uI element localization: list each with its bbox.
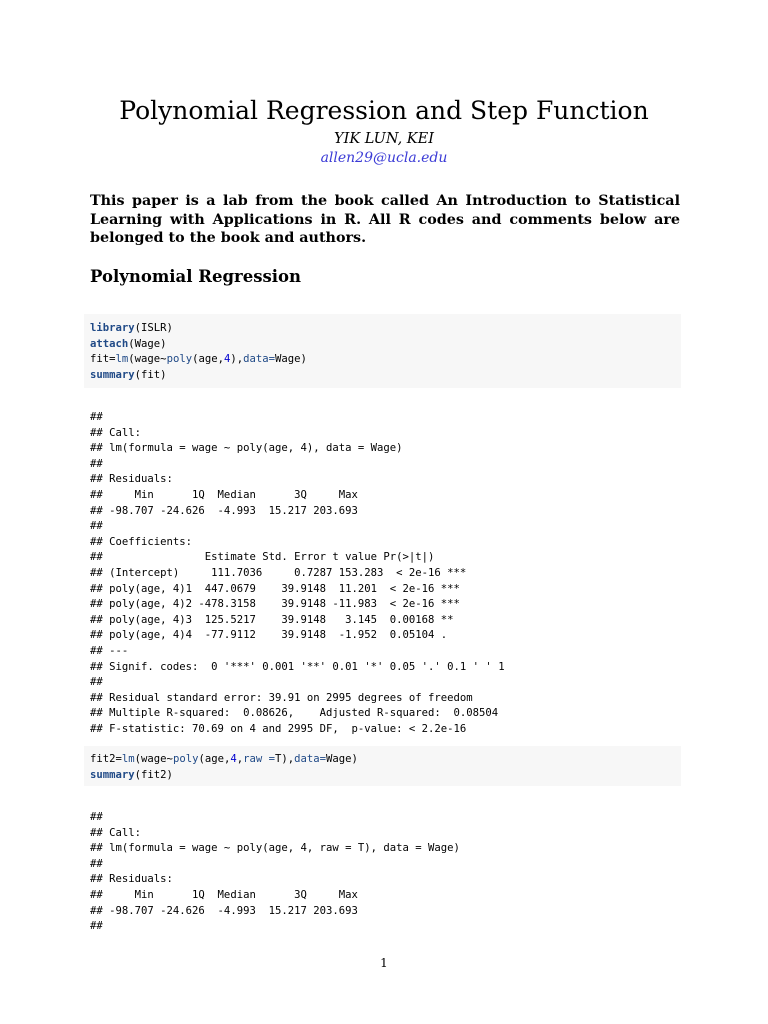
output-line: ## (Intercept) 111.7036 0.7287 153.283 < 2e-16 *** xyxy=(90,566,467,579)
code-block-1 xyxy=(84,314,681,388)
output-line: ## Multiple R-squared: 0.08626, Adjusted R-squared: 0.08504 xyxy=(90,707,499,720)
code-text: (age, xyxy=(198,753,231,765)
output-line: ## F-statistic: 70.69 on 4 and 2995 DF, p-value: < 2.2e-16 xyxy=(90,722,467,735)
output-line: ## Residual standard error: 39.91 on 2995 degrees of freedom xyxy=(90,691,473,704)
section-heading-polynomial-regression: Polynomial Regression xyxy=(90,267,302,286)
output-line: ## --- xyxy=(90,644,129,657)
code-text: (fit) xyxy=(134,368,167,381)
code-text: ), xyxy=(230,353,244,366)
output-line: ## xyxy=(90,457,103,470)
abstract-text: This paper is a lab from the book called An Introduction to Statistical Learning with Applications in R. All R codes and comments below are belonged to the book and authors. xyxy=(90,193,680,247)
output-line: ## xyxy=(90,811,103,823)
output-line: ## Signif. codes: 0 '***' 0.001 '**' 0.01 '*' 0.05 '.' 0.1 ' ' 1 xyxy=(90,660,505,673)
code-text: , xyxy=(236,753,244,765)
output-line: ## Call: xyxy=(90,826,142,839)
output-line: ## poly(age, 4)2 -478.3158 39.9148 -11.983 < 2e-16 *** xyxy=(90,598,460,611)
paper-title: Polynomial Regression and Step Function xyxy=(119,96,649,125)
page-number: 1 xyxy=(380,956,388,970)
code-line-3 xyxy=(90,352,675,368)
code-function: summary xyxy=(90,368,135,381)
code-function: poly xyxy=(166,353,193,366)
email-link[interactable]: allen29@ucla.edu xyxy=(320,150,448,166)
output-line: ## Min 1Q Median 3Q Max xyxy=(90,888,358,901)
code-block-2 xyxy=(84,746,681,786)
code-function: summary xyxy=(90,768,135,781)
code-function: lm xyxy=(121,753,135,765)
code-argument: data= xyxy=(294,753,327,765)
code-argument: raw = xyxy=(243,753,276,765)
output-line: ## -98.707 -24.626 -4.993 15.217 203.693 xyxy=(90,904,358,917)
code-number: 4 xyxy=(223,353,231,366)
output-line: ## xyxy=(90,920,103,933)
code-text: fit= xyxy=(90,353,116,366)
code-line-2 xyxy=(90,768,675,784)
output-line: ## Call: xyxy=(90,426,142,439)
output-line: ## lm(formula = wage ~ poly(age, 4), data = Wage) xyxy=(90,442,403,455)
code-text: (Wage) xyxy=(128,337,167,350)
output-line: ## -98.707 -24.626 -4.993 15.217 203.693 xyxy=(90,504,358,517)
code-line-1 xyxy=(90,752,675,768)
code-text: (age, xyxy=(192,353,224,366)
code-text: (ISLR) xyxy=(134,322,173,334)
output-line: ## xyxy=(90,411,103,423)
code-text: Wage) xyxy=(275,353,307,366)
output-line: ## Residuals: xyxy=(90,873,173,886)
output-line: ## poly(age, 4)3 125.5217 39.9148 3.145 0.00168 ** xyxy=(90,613,454,626)
output-block-1 xyxy=(90,410,690,737)
code-function: library xyxy=(90,322,135,334)
output-line: ## xyxy=(90,520,103,533)
output-line: ## lm(formula = wage ~ poly(age, 4, raw = T), data = Wage) xyxy=(90,842,460,855)
output-line: ## poly(age, 4)1 447.0679 39.9148 11.201 < 2e-16 *** xyxy=(90,582,460,595)
output-line: ## xyxy=(90,676,103,689)
code-line-2 xyxy=(90,337,675,353)
code-text: fit2= xyxy=(90,753,122,765)
code-line-1 xyxy=(90,321,675,337)
output-line: ## Estimate Std. Error t value Pr(>|t|) xyxy=(90,551,435,564)
code-text: (wage~ xyxy=(128,353,167,366)
code-text: (wage~ xyxy=(134,753,173,765)
output-line: ## Min 1Q Median 3Q Max xyxy=(90,488,358,501)
author-name: YIK LUN, KEI xyxy=(334,131,434,147)
code-text: (fit2) xyxy=(134,768,173,781)
code-function: attach xyxy=(90,337,129,350)
author-email xyxy=(0,148,768,168)
code-text: T), xyxy=(275,753,295,765)
output-line: ## Residuals: xyxy=(90,473,173,486)
output-line: ## Coefficients: xyxy=(90,535,193,548)
code-function: poly xyxy=(172,753,199,765)
code-line-4 xyxy=(90,368,675,384)
code-function: lm xyxy=(115,353,129,366)
output-block-2 xyxy=(90,810,690,935)
output-line: ## xyxy=(90,857,103,870)
code-number: 4 xyxy=(230,753,237,765)
code-text: Wage) xyxy=(326,753,358,765)
code-argument: data= xyxy=(243,353,276,366)
output-line: ## poly(age, 4)4 -77.9112 39.9148 -1.952 0.05104 . xyxy=(90,629,448,642)
